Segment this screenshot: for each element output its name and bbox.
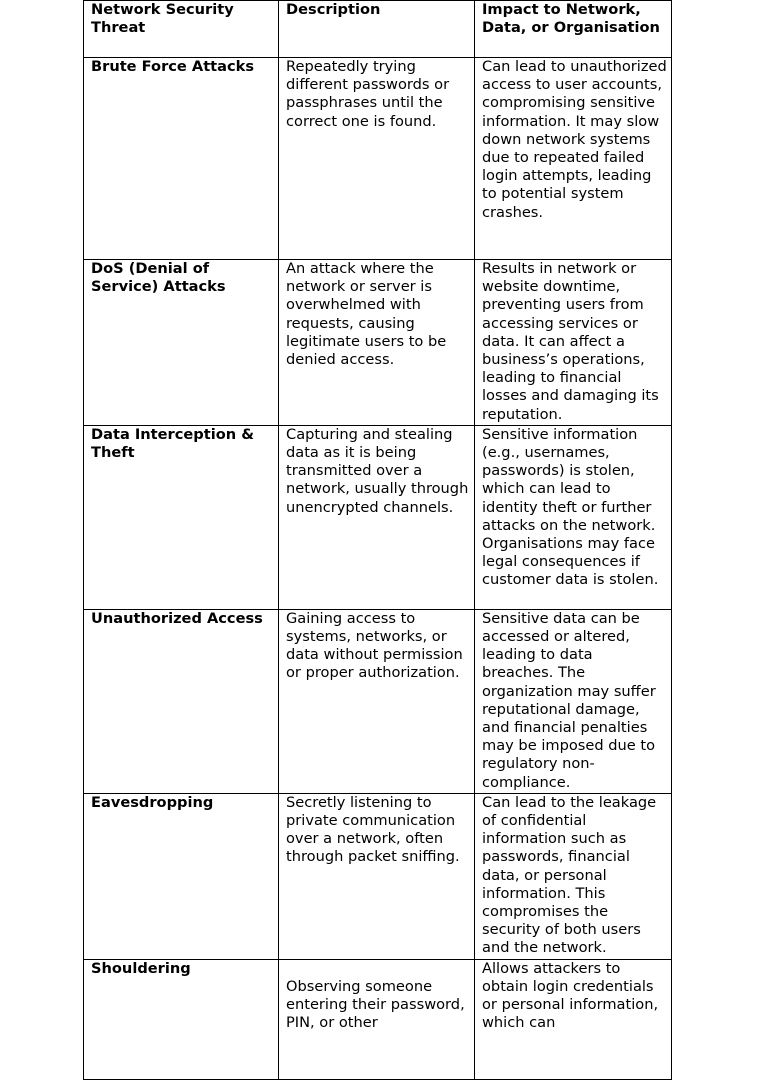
table-row [84, 58, 672, 260]
threat-name: Unauthorized Access [84, 609, 279, 793]
table-row [84, 609, 672, 793]
column-header-threat: Network Security Threat [84, 1, 279, 58]
threat-description: Observing someone entering their password, PIN, or other [279, 959, 475, 1079]
table-row [84, 793, 672, 959]
threat-name: Shouldering [84, 959, 279, 1079]
threat-description: An attack where the network or server is overwhelmed with requests, causing legitimate users to be denied access. [279, 260, 475, 426]
threat-impact: Sensitive information (e.g., usernames, passwords) is stolen, which can lead to identity theft or further attacks on the network. Organisations may face legal consequences if customer data is stolen. [475, 425, 672, 609]
threat-impact: Allows attackers to obtain login credentials or personal information, which can [475, 959, 672, 1079]
table-row [84, 959, 672, 1079]
table-row [84, 425, 672, 609]
threat-impact: Can lead to the leakage of confidential information such as passwords, financial data, or personal information. This compromises the security of both users and the network. [475, 793, 672, 959]
threat-name: Brute Force Attacks [84, 58, 279, 260]
threat-impact: Results in network or website downtime, preventing users from accessing services or data. It can affect a business’s operations, leading to financial losses and damaging its reputation. [475, 260, 672, 426]
threat-name: Eavesdropping [84, 793, 279, 959]
threat-impact: Sensitive data can be accessed or altered, leading to data breaches. The organization may suffer reputational damage, and financial penalties may be imposed due to regulatory non-compliance. [475, 609, 672, 793]
threat-impact: Can lead to unauthorized access to user accounts, compromising sensitive information. It may slow down network systems due to repeated failed login attempts, leading to potential system crashes. [475, 58, 672, 260]
threat-description: Repeatedly trying different passwords or passphrases until the correct one is found. [279, 58, 475, 260]
threat-description: Gaining access to systems, networks, or data without permission or proper authorization. [279, 609, 475, 793]
threat-name: Data Interception & Theft [84, 425, 279, 609]
column-header-description: Description [279, 1, 475, 58]
threat-description: Secretly listening to private communication over a network, often through packet sniffing. [279, 793, 475, 959]
table-row [84, 260, 672, 426]
column-header-impact: Impact to Network, Data, or Organisation [475, 1, 672, 58]
threat-name: DoS (Denial of Service) Attacks [84, 260, 279, 426]
threat-description: Capturing and stealing data as it is being transmitted over a network, usually through unencrypted channels. [279, 425, 475, 609]
table-header-row [84, 1, 672, 58]
threat-table [83, 0, 672, 1080]
